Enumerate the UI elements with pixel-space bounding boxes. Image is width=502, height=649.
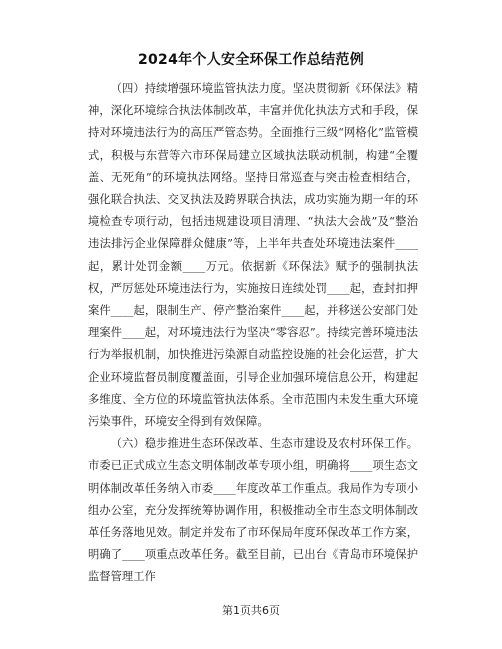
paragraph-reform: （六）稳步推进生态环保改革、生态市建设及农村环保工作。市委已正式成立生态文明体制改革专项小组，明确将____项生态文明体制改革任务纳入市委____年度改革工作重点。我局作为专项小组办公室，充分发挥统筹协调作用，积极推动全市生态文明体制改革任务落地见效。制定并发布了市环保局年度环保改革工作方案，明确了____项重点改革任务。截至目前，已出台《青岛市环境保护监督管理工作 xyxy=(88,437,418,584)
page-number-footer: 第1页共6页 xyxy=(222,604,280,617)
paragraph-enforcement: （四）持续增强环境监管执法力度。坚决贯彻新《环保法》精神，深化环境综合执法体制改革，丰富并优化执法方式和手段，保持对环境违法行为的高压严管态势。全面推行三级“网格化”监管模式，积极与东营等六市环保局建立区域执法联动机制，构建“全覆盖、无死角”的环境执法网络。坚持日常巡查与突击检查相结合，强化联合执法、交叉执法及跨界联合执法，成功实施为期一年的环境检查专项行动，包括违规建设项目清理、“执法大会战”及“整治违法排污企业保障群众健康”等，上半年共查处环境违法案件____起，累计处罚金额____万元。依据新《环保法》赋予的强制执法权，严厉惩处环境违法行为，实施按日连续处罚____起，查封扣押案件____起，限制生产、停产整治案件____起，并移送公安部门处理案件____起，对环境违法行为坚决“零容忍”。持续完善环境违法行为举报机制，加快推进污染源自动监控设施的社会化运营，扩大企业环境监督员制度覆盖面，引导企业加强环境信息公开，构建起多维度、全方位的环境监管执法体系。全市范围内未发生重大环境污染事件，环境安全得到有效保障。 xyxy=(88,82,418,429)
document-body xyxy=(88,78,418,589)
document-title: 2024年个人安全环保工作总结范例 xyxy=(137,52,365,68)
